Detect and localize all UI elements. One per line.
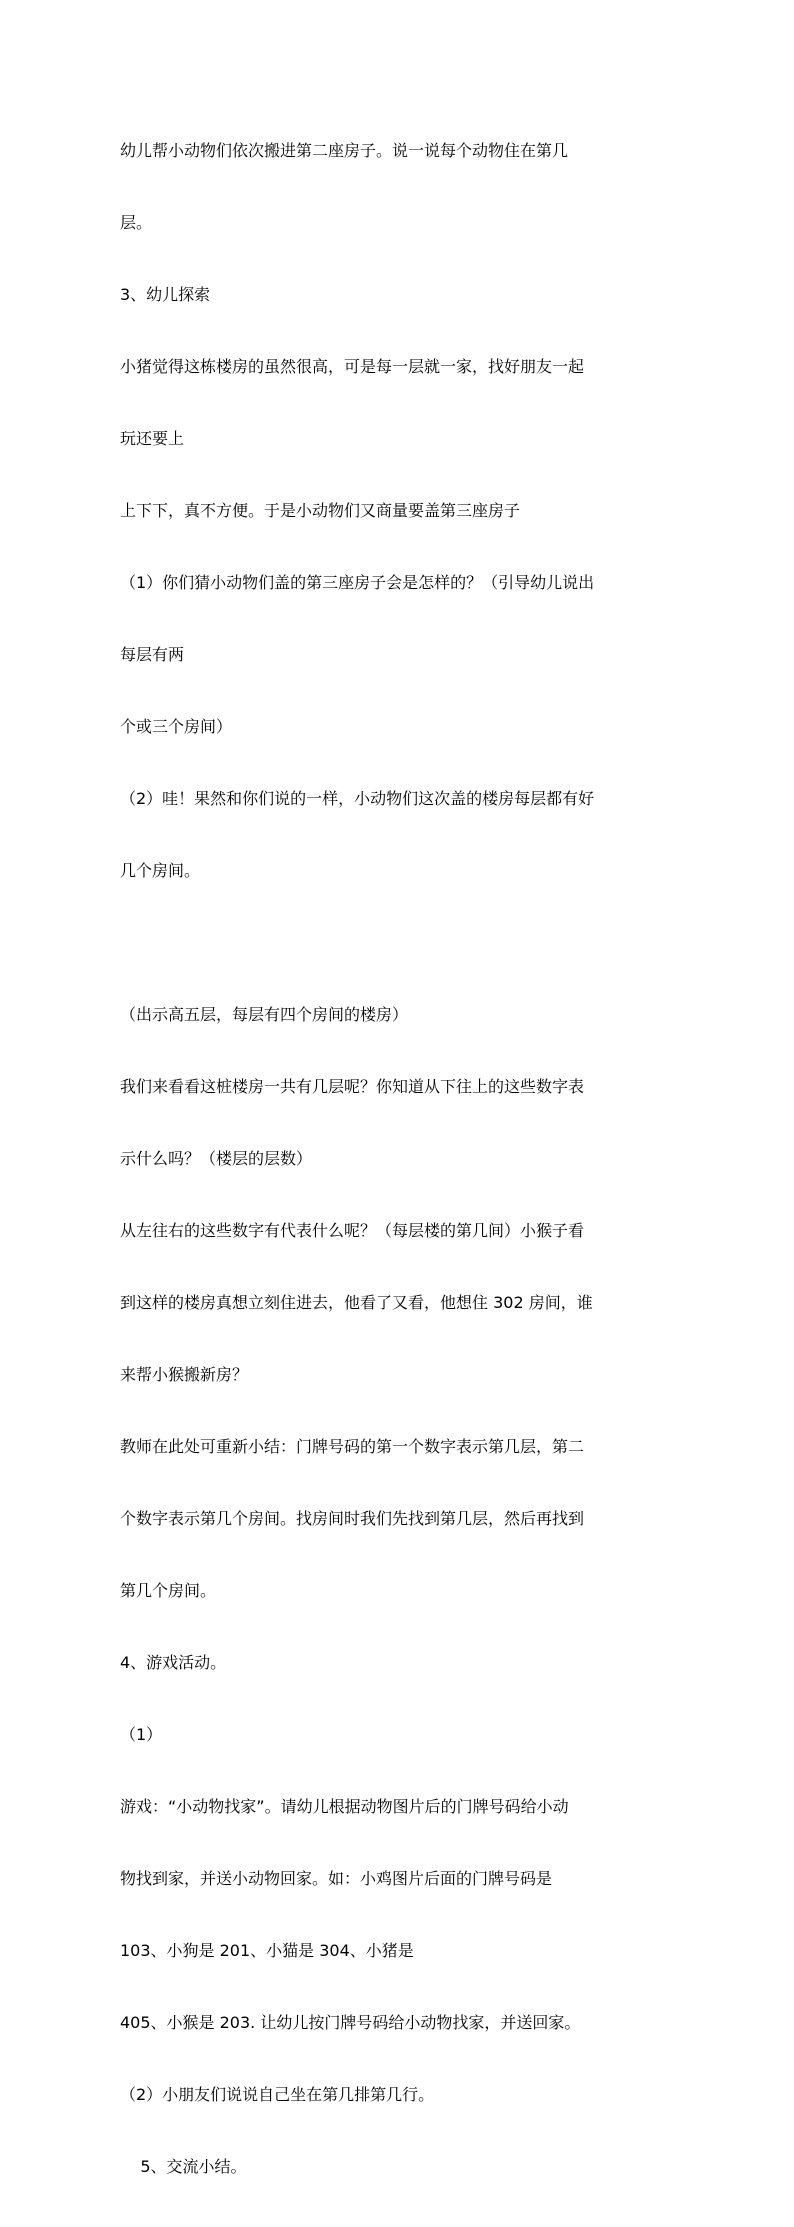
text-line: 几个房间。: [120, 861, 201, 880]
text-line: 玩还要上: [120, 429, 185, 448]
text-line: 从左往右的这些数字有代表什么呢？（每层楼的第几间）小猴子看: [120, 1221, 585, 1240]
text-line: 个或三个房间）: [120, 717, 233, 736]
text-line: 每层有两: [120, 645, 185, 664]
section-heading: 5、交流小结。: [120, 2157, 247, 2176]
text-line: 我们来看看这桩楼房一共有几层呢？你知道从下往上的这些数字表: [120, 1077, 585, 1096]
text-line: （2）哇！果然和你们说的一样，小动物们这次盖的楼房每层都有好: [120, 789, 595, 808]
section-heading: 3、幼儿探索: [120, 285, 211, 304]
section-heading: 4、游戏活动。: [120, 1653, 227, 1672]
text-line: （出示高五层，每层有四个房间的楼房）: [120, 1005, 409, 1024]
text-line: 物找到家，并送小动物回家。如：小鸡图片后面的门牌号码是: [120, 1869, 553, 1888]
text-line: 第几个房间。: [120, 1581, 217, 1600]
text-line: （1）你们猜小动物们盖的第三座房子会是怎样的？（引导幼儿说出: [120, 573, 595, 592]
text-line: 103、小狗是 201、小猫是 304、小猪是: [120, 1941, 414, 1960]
text-line: 层。: [120, 213, 153, 232]
text-line: （1）: [120, 1725, 163, 1744]
text-line: 教师在此处可重新小结：门牌号码的第一个数字表示第几层，第二: [120, 1437, 585, 1456]
blank-line: [120, 931, 680, 955]
text-line: 个数字表示第几个房间。找房间时我们先找到第几层，然后再找到: [120, 1509, 585, 1528]
document-body: [120, 91, 680, 2227]
text-line: （2）小朋友们说说自己坐在第几排第几行。: [120, 2085, 435, 2104]
text-line: 上下下，真不方便。于是小动物们又商量要盖第三座房子: [120, 501, 521, 520]
text-line: 到这样的楼房真想立刻住进去，他看了又看，他想住 302 房间，谁: [120, 1293, 593, 1312]
text-line: 幼儿帮小动物们依次搬进第二座房子。说一说每个动物住在第几: [120, 141, 569, 160]
text-line: 示什么吗？（楼层的层数）: [120, 1149, 313, 1168]
text-line: 来帮小猴搬新房？: [120, 1365, 249, 1384]
text-line: 小猪觉得这栋楼房的虽然很高，可是每一层就一家，找好朋友一起: [120, 357, 585, 376]
text-line: 游戏：“小动物找家”。请幼儿根据动物图片后的门牌号码给小动: [120, 1797, 569, 1816]
text-line: 405、小猴是 203. 让幼儿按门牌号码给小动物找家，并送回家。: [120, 2013, 581, 2032]
